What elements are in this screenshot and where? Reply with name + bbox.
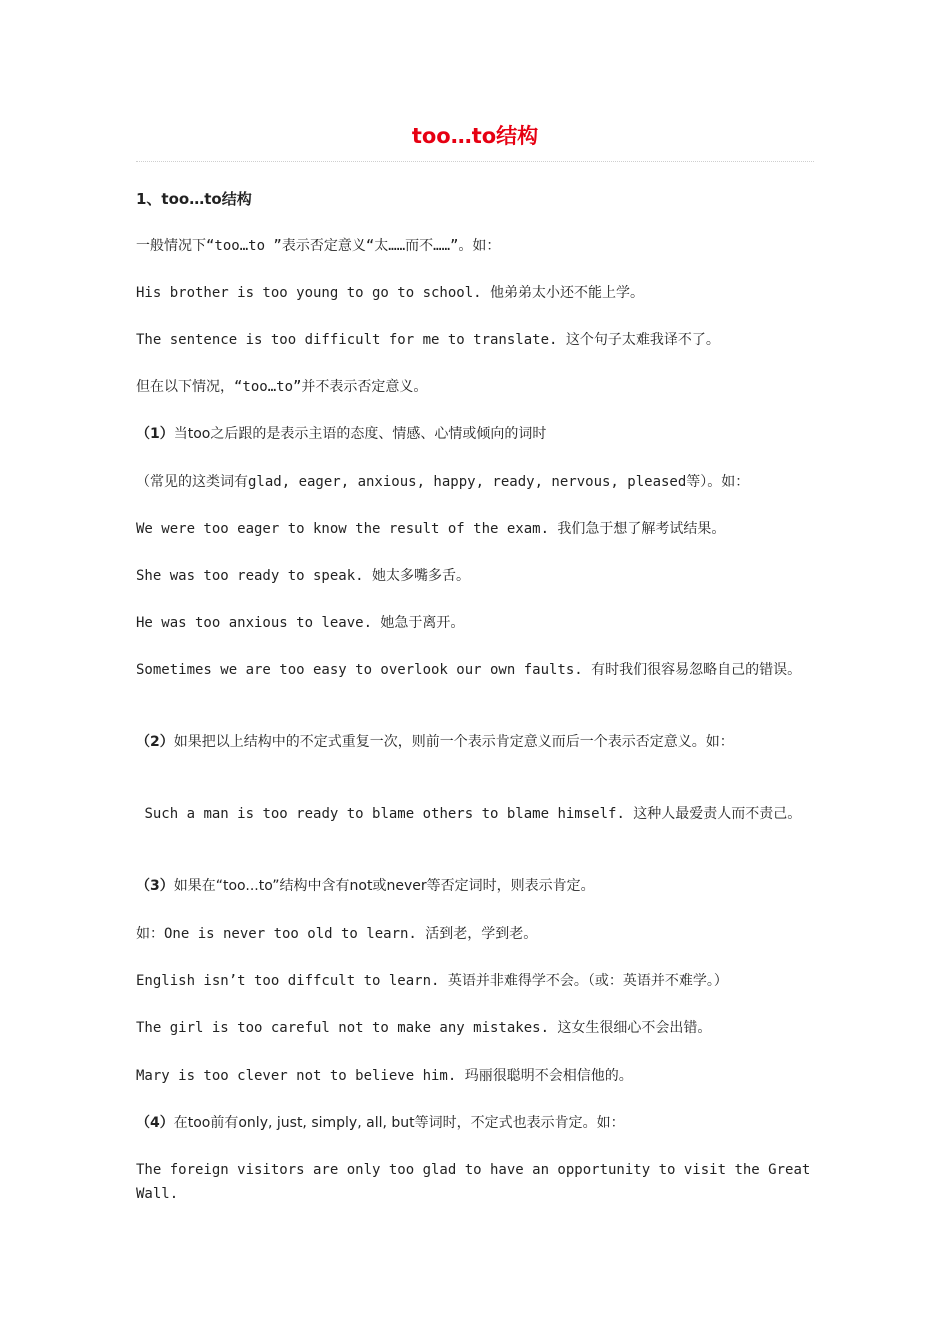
case-3-text: 如果在“too...to”结构中含有not或never等否定词时，则表示肯定。 (173, 878, 595, 894)
example-line: His brother is too young to go to school. 他弟弟太小还不能上学。 (136, 285, 645, 301)
example-line: She was too ready to speak. 她太多嘴多舌。 (136, 568, 471, 584)
case-1-text: 当too之后跟的是表示主语的态度、情感、心情或倾向的词时 (173, 426, 547, 442)
case-2-text: 如果把以上结构中的不定式重复一次，则前一个表示肯定意义而后一个表示否定意义。如： (173, 734, 734, 750)
case-4-label: （4） (136, 1115, 174, 1131)
case-3-heading (136, 874, 814, 898)
example-line: Sometimes we are too easy to overlook our own faults. 有时我们很容易忽略自己的错误。 (136, 662, 802, 678)
example-line: The sentence is too difficult for me to translate. 这个句子太难我译不了。 (136, 332, 720, 348)
example-line: We were too eager to know the result of the exam. 我们急于想了解考试结果。 (136, 521, 726, 537)
intro-paragraph: 一般情况下“too…to ”表示否定意义“太……而不……”。如： (136, 238, 501, 254)
case-4-text: 在too前有only, just, simply, all, but等词时，不定式也表示肯定。如： (173, 1115, 625, 1131)
title-divider (136, 161, 814, 162)
case-2-label: （2） (136, 734, 174, 750)
case-1-note: （常见的这类词有glad, eager, anxious, happy, ready, nervous, pleased等）。如： (136, 474, 750, 490)
case-2-heading (136, 730, 814, 754)
section-heading: 1、too…to结构 (136, 190, 252, 208)
example-line: The girl is too careful not to make any mistakes. 这女生很细心不会出错。 (136, 1020, 712, 1036)
example-line: 如：One is never too old to learn. 活到老，学到老。 (136, 926, 538, 942)
example-line: Mary is too clever not to believe him. 玛丽很聪明不会相信他的。 (136, 1068, 633, 1084)
example-line: English isn’t too diffcult to learn. 英语并非难得学不会。（或：英语并不难学。） (136, 973, 728, 989)
case-1-label: （1） (136, 426, 174, 442)
case-4-heading (136, 1111, 814, 1135)
example-line: The foreign visitors are only too glad to have an opportunity to visit the Great Wall. (136, 1162, 819, 1202)
case-3-label: （3） (136, 878, 174, 894)
transition-paragraph: 但在以下情况，“too…to”并不表示否定意义。 (136, 379, 428, 395)
case-1-heading (136, 422, 814, 446)
example-line: He was too anxious to leave. 她急于离开。 (136, 615, 465, 631)
document-title: too…to结构 (411, 124, 539, 148)
example-line: Such a man is too ready to blame others to blame himself. 这种人最爱责人而不责己。 (136, 806, 802, 822)
